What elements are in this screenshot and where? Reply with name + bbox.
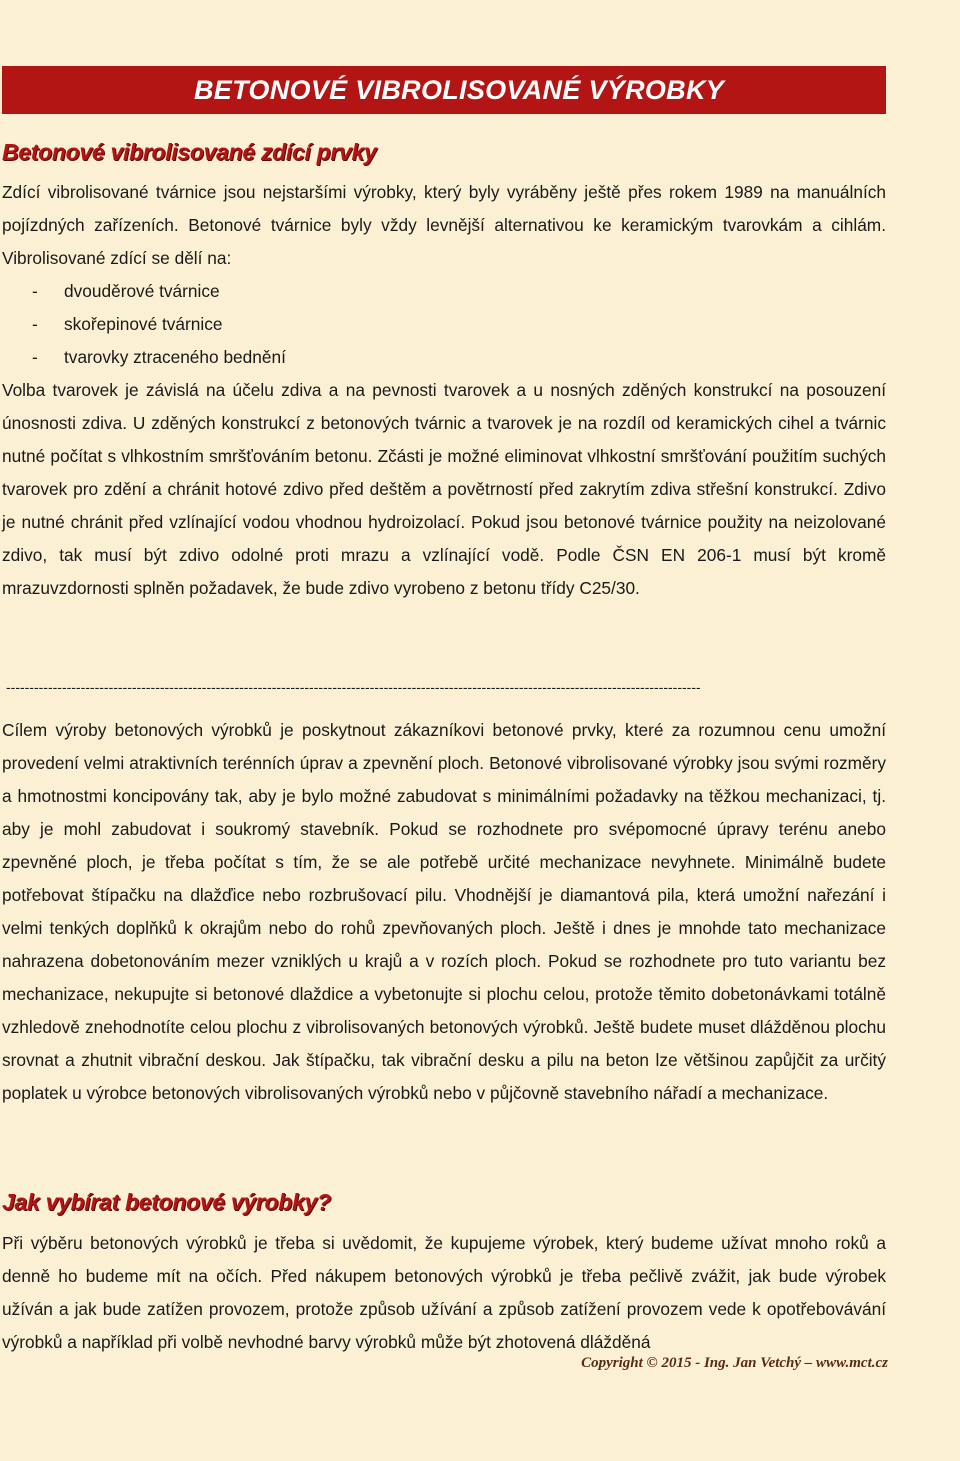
title-banner [2,66,886,114]
list-item-text: tvarovky ztraceného bednění [64,347,286,367]
body-paragraph-vyber: Při výběru betonových výrobků je třeba si uvědomit, že kupujeme výrobek, který budeme užívat mnoho roků a denně ho budeme mít na očích. Před nákupem betonových výrobků je třeba pečlivě zvážit, jak bude výrobek užíván a jak bude zatížen provozem, protože způsob užívání a způsob zatížení provozem vede k opotřebovávání výrobků a například při volbě nevhodné barvy výrobků může být zhotovená dlážděná [2,1233,886,1352]
list-item-text: dvouděrové tvárnice [64,281,220,301]
dashed-separator: ----------------------------------------------------------------------------------------------------------------------------------------------------- [6,679,701,695]
list-item [2,308,286,341]
page-title: BETONOVÉ VIBROLISOVANÉ VÝROBKY [194,75,725,105]
section-heading-jak-vybirat: Jak vybírat betonové výrobky? [2,1189,331,1215]
list-item-text: skořepinové tvárnice [64,314,223,334]
list-item [2,341,286,374]
body-paragraph-volba: Volba tvarovek je závislá na účelu zdiva a na pevnosti tvarovek a u nosných zděných konstrukcí na posouzení únosnosti zdiva. U zděných konstrukcí z betonových tvárnic a tvarovek je na rozdíl od keramických cihel a tvárnic nutné počítat s vlhkostním smršťováním betonu. Zčásti je možné eliminovat vlhkostní smršťování použitím suchých tvarovek pro zdění a chránit hotové zdivo před deštěm a povětrností před zakrytím zdiva střešní konstrukcí. Zdivo je nutné chránit před vzlínající vodou vhodnou hydroizolací. Pokud jsou betonové tvárnice použity na neizolované zdivo, tak musí být zdivo odolné proti mrazu a vzlínající vodě. Podle ČSN EN 206-1 musí být kromě mrazuvzdornosti splněn požadavek, že bude zdivo vyrobeno z betonu třídy C25/30. [2,380,886,598]
body-paragraph-cilem: Cílem výroby betonových výrobků je poskytnout zákazníkovi betonové prvky, které za rozumnou cenu umožní provedení velmi atraktivních terénních úprav a zpevnění ploch. Betonové vibrolisované výrobky jsou svými rozměry a hmotnostmi koncipovány tak, aby je bylo možné zabudovat s minimálními požadavky na těžkou mechanizaci, tj. aby je mohl zabudovat i soukromý stavebník. Pokud se rozhodnete pro svépomocné úpravy terénu anebo zpevněné ploch, je třeba počítat s tím, že se ale potřebě určité mechanizace nevyhnete. Minimálně budete potřebovat štípačku na dlažďice nebo rozbrušovací pilu. Vhodnější je diamantová pila, která umožní nařezání i velmi tenkých doplňků k okrajům nebo do rohů zpevňovaných ploch. Ještě i dnes je mnohde tato mechanizace nahrazena dobetonováním mezer vzniklých u krajů a v rozích ploch. Pokud se rozhodnete pro tuto variantu bez mechanizace, nekupujte si betonové dlaždice a vybetonujte si plochu celou, protože těmito dobetonávkami totálně vzhledově znehodnotíte celou plochu z vibrolisovaných betonových výrobků. Ještě budete muset dlážděnou plochu srovnat a zhutnit vibrační deskou. Jak štípačku, tak vibrační desku a pilu na beton lze většinou zapůjčit za určitý poplatek u výrobce betonových vibrolisovaných výrobků nebo v půjčovně stavebního nářadí a mechanizace. [2,720,886,1103]
bullet-dash: - [32,314,38,334]
intro-paragraph: Zdící vibrolisované tvárnice jsou nejstaršími výrobky, který byly vyráběny ještě přes rokem 1989 na manuálních pojízdných zařízeních. Betonové tvárnice byly vždy levnější alternativou ke keramickým tvarovkám a cihlám. Vibrolisované zdící se dělí na: [2,182,886,268]
bullet-dash: - [32,347,38,367]
list-item [2,275,286,308]
block-types-list [2,275,286,374]
footer-copyright: Copyright © 2015 - Ing. Jan Vetchý – www.mct.cz [581,1355,888,1371]
section-heading-zdici-prvky: Betonové vibrolisované zdící prvky [2,139,377,165]
bullet-dash: - [32,281,38,301]
